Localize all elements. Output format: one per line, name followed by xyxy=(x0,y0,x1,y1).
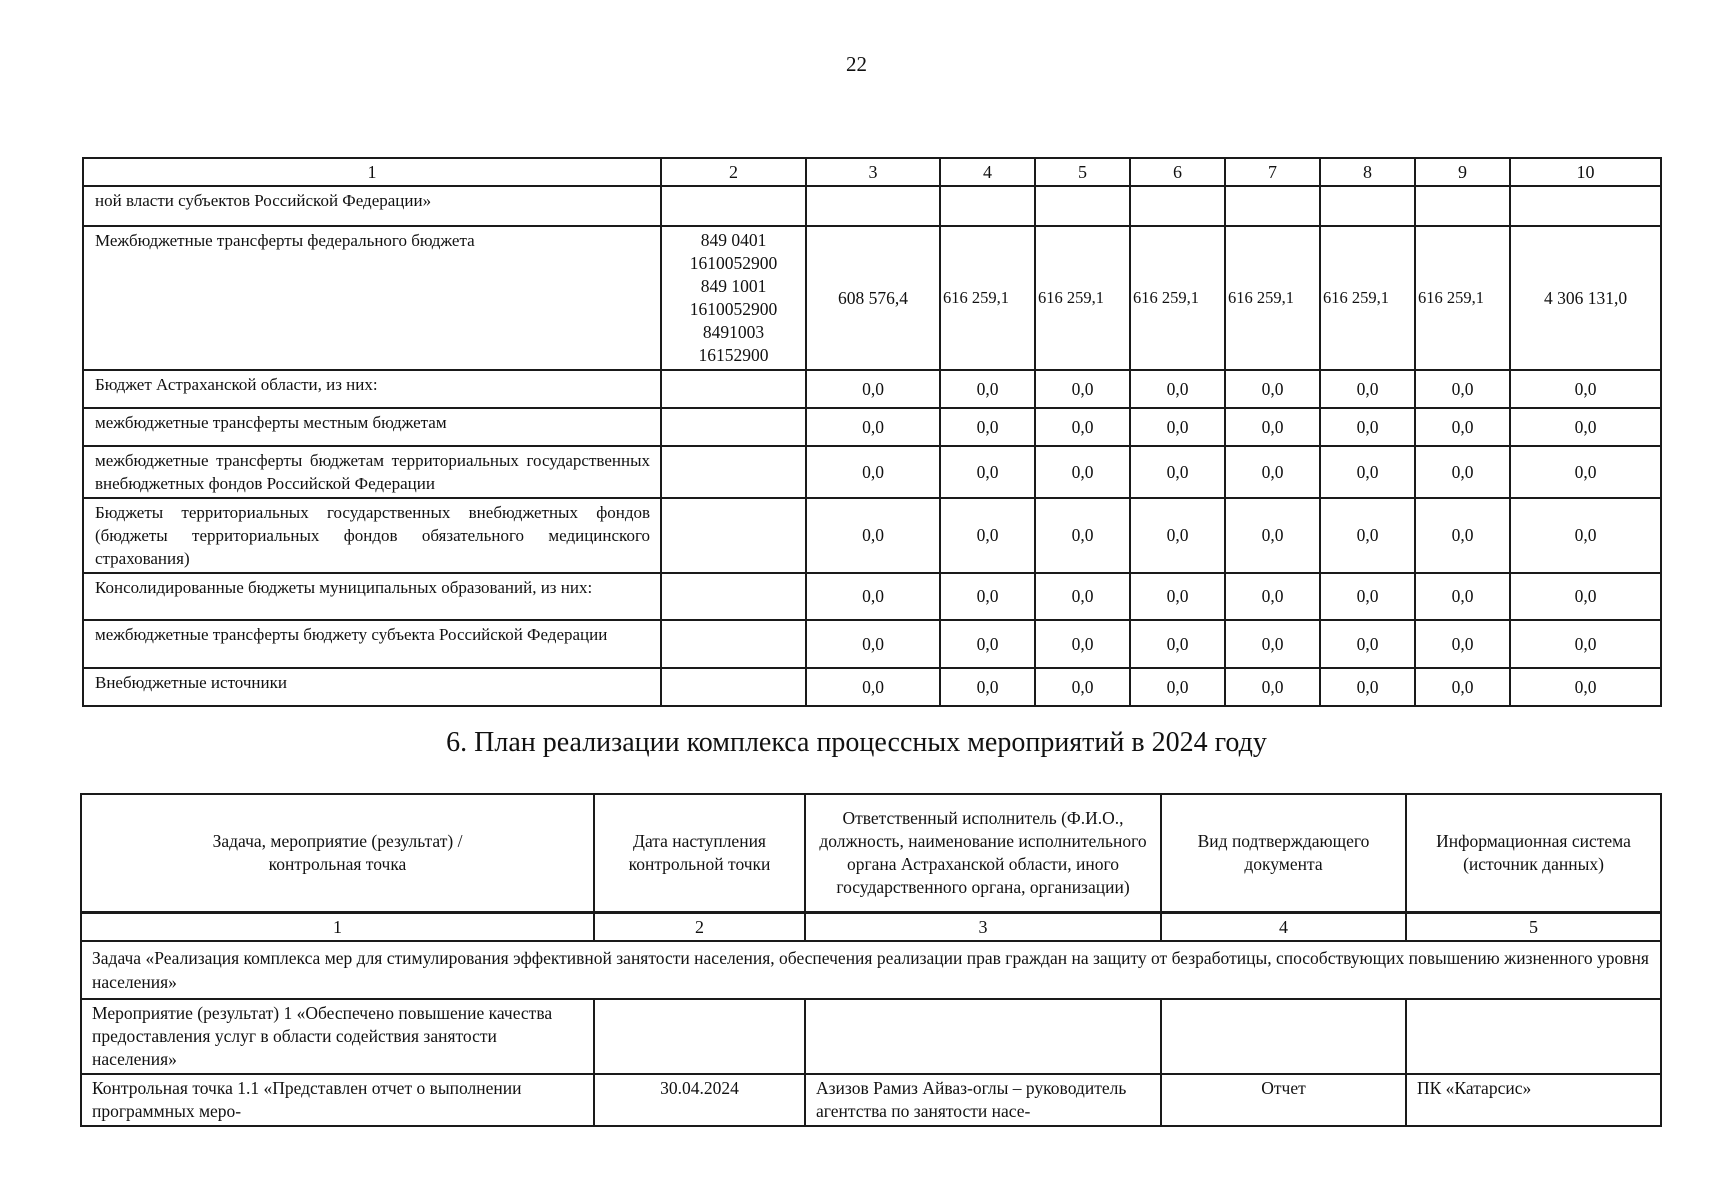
value-cell: 0,0 xyxy=(1225,620,1320,668)
value-cell: 0,0 xyxy=(1035,668,1130,706)
value-cell: 0,0 xyxy=(806,408,940,446)
value-cell: 0,0 xyxy=(1225,446,1320,498)
checkpoint-system: ПК «Катарсис» xyxy=(1406,1074,1661,1126)
value-cell xyxy=(1510,186,1661,226)
table-row xyxy=(83,408,1661,446)
col-number: 8 xyxy=(1320,158,1415,186)
value-cell: 0,0 xyxy=(1035,408,1130,446)
value-cell: 0,0 xyxy=(1225,498,1320,573)
value-cell: 0,0 xyxy=(1510,573,1661,620)
measure-name: Мероприятие (результат) 1 «Обеспечено повышение качества предоставления услуг в области содействия занятости населения» xyxy=(81,999,594,1074)
col-number: 3 xyxy=(806,158,940,186)
kbk-cell xyxy=(661,620,806,668)
checkpoint-document: Отчет xyxy=(1161,1074,1406,1126)
value-cell: 0,0 xyxy=(1130,370,1225,408)
kbk-line: 16152900 xyxy=(698,345,769,365)
column-header: Задача, мероприятие (результат) / контрольная точка xyxy=(81,794,594,913)
value-cell: 616 259,1 xyxy=(1130,226,1225,370)
value-cell: 0,0 xyxy=(806,573,940,620)
measure-executor xyxy=(805,999,1161,1074)
value-cell: 0,0 xyxy=(1035,573,1130,620)
value-cell: 616 259,1 xyxy=(1225,226,1320,370)
value-cell: 0,0 xyxy=(1415,498,1510,573)
kbk-line: 1610052900 xyxy=(689,299,778,319)
value-cell: 0,0 xyxy=(1225,408,1320,446)
table-row xyxy=(83,620,1661,668)
value-cell: 0,0 xyxy=(806,446,940,498)
value-cell: 0,0 xyxy=(1225,668,1320,706)
checkpoint-row xyxy=(81,1074,1661,1126)
value-cell: 616 259,1 xyxy=(1320,226,1415,370)
checkpoint-name: Контрольная точка 1.1 «Представлен отчет о выполнении программных меро- xyxy=(81,1074,594,1126)
table-row xyxy=(83,668,1661,706)
kbk-line: 849 1001 xyxy=(700,276,767,296)
value-cell: 0,0 xyxy=(1130,498,1225,573)
value-cell: 0,0 xyxy=(1510,370,1661,408)
value-cell: 0,0 xyxy=(1415,370,1510,408)
measure-system xyxy=(1406,999,1661,1074)
value-cell: 0,0 xyxy=(806,620,940,668)
col-number: 4 xyxy=(1161,913,1406,942)
task-row xyxy=(81,941,1661,999)
kbk-cell xyxy=(661,226,806,370)
row-label: Внебюджетные источники xyxy=(83,668,661,706)
col-number: 1 xyxy=(83,158,661,186)
measure-row xyxy=(81,999,1661,1074)
value-cell: 0,0 xyxy=(1415,668,1510,706)
value-cell: 0,0 xyxy=(1320,370,1415,408)
checkpoint-executor: Азизов Рамиз Айваз-оглы – руководитель агентства по занятости насе- xyxy=(805,1074,1161,1126)
kbk-cell xyxy=(661,573,806,620)
value-cell: 0,0 xyxy=(1320,573,1415,620)
value-cell: 0,0 xyxy=(1415,446,1510,498)
kbk-cell xyxy=(661,498,806,573)
row-label: межбюджетные трансферты местным бюджетам xyxy=(83,408,661,446)
value-cell: 4 306 131,0 xyxy=(1510,226,1661,370)
row-label: Межбюджетные трансферты федерального бюджета xyxy=(83,226,661,370)
row-label: межбюджетные трансферты бюджету субъекта Российской Федерации xyxy=(83,620,661,668)
col-number: 2 xyxy=(661,158,806,186)
kbk-cell xyxy=(661,668,806,706)
kbk-line: 1610052900 xyxy=(689,253,778,273)
column-header: Информационная система (источник данных) xyxy=(1406,794,1661,913)
value-cell: 0,0 xyxy=(1320,498,1415,573)
header-row xyxy=(81,794,1661,913)
column-number-row xyxy=(81,913,1661,942)
value-cell: 0,0 xyxy=(1320,446,1415,498)
col-number: 2 xyxy=(594,913,805,942)
value-cell: 0,0 xyxy=(1035,498,1130,573)
value-cell: 0,0 xyxy=(1510,620,1661,668)
value-cell: 0,0 xyxy=(1320,668,1415,706)
value-cell: 0,0 xyxy=(1130,408,1225,446)
column-header: Ответственный исполнитель (Ф.И.О., должность, наименование исполнительного органа Астраханской области, иного государственного органа, организации) xyxy=(805,794,1161,913)
value-cell: 0,0 xyxy=(940,370,1035,408)
kbk-line: 849 0401 xyxy=(700,230,767,250)
value-cell: 0,0 xyxy=(1130,573,1225,620)
col-number: 10 xyxy=(1510,158,1661,186)
value-cell xyxy=(1415,186,1510,226)
table-row xyxy=(83,446,1661,498)
col-number: 3 xyxy=(805,913,1161,942)
value-cell: 0,0 xyxy=(806,668,940,706)
value-cell: 0,0 xyxy=(1320,408,1415,446)
value-cell: 0,0 xyxy=(940,620,1035,668)
value-cell: 0,0 xyxy=(940,446,1035,498)
col-number: 1 xyxy=(81,913,594,942)
section-title: 6. План реализации комплекса процессных мероприятий в 2024 году xyxy=(446,727,1267,758)
financing-table xyxy=(82,157,1662,707)
value-cell: 616 259,1 xyxy=(1415,226,1510,370)
checkpoint-date: 30.04.2024 xyxy=(594,1074,805,1126)
kbk-cell xyxy=(661,186,806,226)
value-cell: 0,0 xyxy=(1415,573,1510,620)
col-number: 6 xyxy=(1130,158,1225,186)
table-row xyxy=(83,573,1661,620)
value-cell: 0,0 xyxy=(1035,620,1130,668)
row-label: Консолидированные бюджеты муниципальных образований, из них: xyxy=(83,573,661,620)
value-cell: 0,0 xyxy=(1320,620,1415,668)
row-label: Бюджет Астраханской области, из них: xyxy=(83,370,661,408)
value-cell: 0,0 xyxy=(1510,408,1661,446)
col-number: 5 xyxy=(1035,158,1130,186)
value-cell: 608 576,4 xyxy=(806,226,940,370)
value-cell: 0,0 xyxy=(1225,573,1320,620)
kbk-cell xyxy=(661,446,806,498)
value-cell: 0,0 xyxy=(1035,370,1130,408)
row-label: межбюджетные трансферты бюджетам территориальных государственных внебюджетных фондов Российской Федерации xyxy=(83,446,661,498)
task-text: Задача «Реализация комплекса мер для стимулирования эффективной занятости населения, обеспечения реализации прав граждан на защиту от безработицы, способствующих повышению жизненного уровня населения» xyxy=(81,941,1661,999)
row-label: Бюджеты территориальных государственных внебюджетных фондов (бюджеты территориальных фондов обязательного медицинского страхования) xyxy=(83,498,661,573)
value-cell: 0,0 xyxy=(1130,668,1225,706)
kbk-line: 8491003 xyxy=(702,322,765,342)
value-cell: 0,0 xyxy=(1510,498,1661,573)
value-cell: 616 259,1 xyxy=(940,226,1035,370)
measure-date xyxy=(594,999,805,1074)
col-number: 5 xyxy=(1406,913,1661,942)
table-row xyxy=(83,370,1661,408)
col-number: 4 xyxy=(940,158,1035,186)
value-cell xyxy=(1320,186,1415,226)
value-cell: 0,0 xyxy=(940,408,1035,446)
value-cell: 0,0 xyxy=(1415,408,1510,446)
value-cell: 0,0 xyxy=(1225,370,1320,408)
value-cell xyxy=(1225,186,1320,226)
plan-table xyxy=(80,793,1662,1127)
value-cell: 0,0 xyxy=(1130,446,1225,498)
table-row xyxy=(83,498,1661,573)
value-cell: 0,0 xyxy=(806,370,940,408)
value-cell: 0,0 xyxy=(806,498,940,573)
kbk-cell xyxy=(661,370,806,408)
value-cell xyxy=(1035,186,1130,226)
value-cell: 0,0 xyxy=(940,668,1035,706)
value-cell: 0,0 xyxy=(1415,620,1510,668)
value-cell xyxy=(806,186,940,226)
col-number: 7 xyxy=(1225,158,1320,186)
col-number: 9 xyxy=(1415,158,1510,186)
measure-document xyxy=(1161,999,1406,1074)
table-row xyxy=(83,226,1661,370)
value-cell: 0,0 xyxy=(1035,446,1130,498)
row-label: ной власти субъектов Российской Федерации» xyxy=(83,186,661,226)
value-cell: 616 259,1 xyxy=(1035,226,1130,370)
value-cell: 0,0 xyxy=(940,573,1035,620)
column-header: Дата наступления контрольной точки xyxy=(594,794,805,913)
column-number-row xyxy=(83,158,1661,186)
value-cell xyxy=(1130,186,1225,226)
kbk-cell xyxy=(661,408,806,446)
value-cell: 0,0 xyxy=(1510,446,1661,498)
column-header: Вид подтверждающего документа xyxy=(1161,794,1406,913)
table-row xyxy=(83,186,1661,226)
value-cell: 0,0 xyxy=(1130,620,1225,668)
page-number: 22 xyxy=(846,52,867,76)
value-cell xyxy=(940,186,1035,226)
value-cell: 0,0 xyxy=(940,498,1035,573)
value-cell: 0,0 xyxy=(1510,668,1661,706)
